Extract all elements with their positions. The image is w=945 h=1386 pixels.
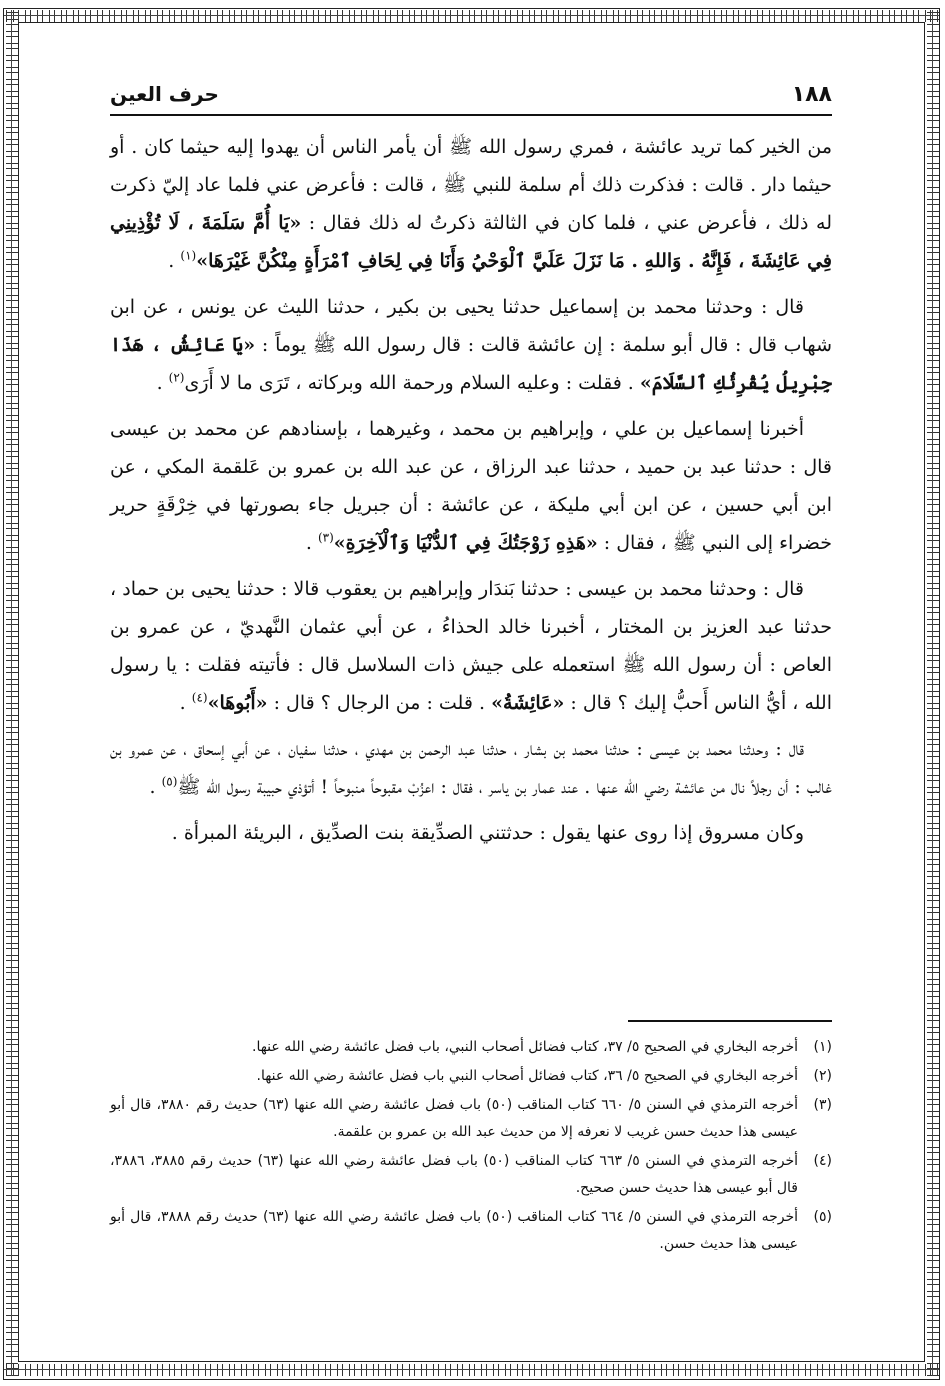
footnote-number: (٥)	[813, 1209, 832, 1225]
footnote-text: أخرجه الترمذي في السنن ٥/ ٦٦٠ كتاب المناقب (٥٠) باب فضل عائشة رضي الله عنها (٦٣) حديث رقم ٣٨٨٠، قال أبو عيسى هذا حديث حسن غريب لا نعرفه إلا من حديث عبد الله بن عمرو بن علقمة.	[110, 1097, 799, 1140]
paragraph-text: .	[149, 776, 162, 798]
hadith-quote: «يَا عَائِشُ ، هَذَا جِبْرِيلُ يُقْرِئُكِ ٱلسَّلَامَ»	[110, 334, 832, 394]
frame-chain-top	[4, 10, 939, 22]
footnote-number: (٣)	[813, 1097, 832, 1113]
paragraph-text: قال : وحدثنا محمد بن عيسى : حدثنا بَندَار وإبراهيم بن يعقوب قالا : حدثنا يحيى بن حماد ، حدثنا عبد العزيز بن المختار ، أخبرنا خالد الحذاءُ ، عن أبي عثمان النَّهديّ ، عن عمرو بن العاص : أن رسول الله ﷺ استعمله على جيش ذات السلاسل قال : فأتيته فقلت : يا رسول الله ، أيُّ الناس أَحبُّ إليك ؟ قال :	[110, 578, 832, 714]
paragraph-text: . فقلت : وعليه السلام ورحمة الله وبركاته ، تَرَى ما لا أَرَى	[184, 372, 640, 394]
paragraph-text: أخبرنا إسماعيل بن علي ، وإبراهيم بن محمد ، وغيرهما ، بإسنادهم عن محمد بن عيسى قال : حدثنا عبد بن حميد ، حدثنا عبد الرزاق ، عن عبد الله بن عمرو بن عَلقمة المكي ، عن ابن أبي حسين ، عن ابن أبي مليكة ، عن عائشة : أن جبريل جاء بصورتها في خِرْقَةٍ حرير خضراء إلى النبي ﷺ ، فقال :	[110, 418, 832, 554]
paragraph	[110, 730, 832, 806]
paragraph-text: .	[305, 532, 318, 554]
footnote	[110, 1148, 832, 1202]
hadith-quote: «يَا أُمَّ سَلَمَةَ ، لَا تُؤْذِينِي فِي عَائِشَةَ ، فَإِنَّهُ . وَاللهِ . مَا نَزَلَ عَلَيَّ ٱلْوَحْيُ وَأَنَا فِي لِحَافِ ٱمْرَأَةٍ مِنْكُنَّ غَيْرَهَا»	[110, 212, 832, 272]
page-number: ١٨٨	[791, 82, 832, 107]
paragraph-text: وكان مسروق إذا روى عنها يقول : حدثتني الصدِّيقة بنت الصدِّيق ، البريئة المبرأة .	[171, 822, 804, 844]
paragraph-text: . قلت : من الرجال ؟ قال :	[267, 692, 492, 714]
paragraph-text: .	[179, 692, 192, 714]
footnote-marker: (٤)	[191, 690, 208, 705]
paragraph-text: من الخير كما تريد عائشة ، فمري رسول الله ﷺ أن يأمر الناس أن يهدوا إليه حيثما كان . أو حيثما دار . قالت : فذكرت ذلك أم سلمة للنبي ﷺ ، قالت : فأعرض عني فلما عاد إليّ ذكرت له ذلك ، فأعرض عني ، فلما كان في الثالثة ذكرتُ له ذلك فقال :	[110, 136, 833, 234]
frame-chain-left	[6, 10, 18, 1376]
footnote-text: أخرجه البخاري في الصحيح ٥/ ٣٦، كتاب فضائل أصحاب النبي باب فضل عائشة رضي الله عنها.	[256, 1068, 798, 1084]
main-text	[110, 128, 832, 860]
running-title: حرف العين	[110, 82, 219, 106]
footnote-separator	[628, 1020, 832, 1022]
hadith-quote: «أَبُوهَا»	[207, 692, 268, 714]
footnote-marker: (١)	[180, 248, 197, 263]
page-header	[110, 78, 832, 116]
paragraph-text: .	[168, 250, 181, 272]
footnote	[110, 1204, 832, 1258]
hadith-quote: «هَذِهِ زَوْجَتُكَ فِي ٱلدُّنْيَا وَٱلْآخِرَةِ»	[333, 532, 598, 554]
paragraph-text: قال : وحدثنا محمد بن إسماعيل حدثنا يحيى بن بكير ، حدثنا الليث عن يونس ، عن ابن شهاب قال : قال أبو سلمة : إن عائشة قالت : قال رسول الله ﷺ يوماً :	[110, 296, 832, 356]
paragraph-text: .	[156, 372, 169, 394]
footnote-number: (٤)	[813, 1153, 832, 1169]
footnote-number: (١)	[813, 1039, 832, 1055]
footnote-marker: (٥)	[161, 774, 178, 789]
footnote-marker: (٢)	[168, 370, 185, 385]
footnote-text: أخرجه الترمذي في السنن ٥/ ٦٦٤ كتاب المناقب (٥٠) باب فضل عائشة رضي الله عنها (٦٣) حديث رقم ٣٨٨٨، قال أبو عيسى هذا حديث حسن.	[110, 1209, 799, 1252]
paragraph	[110, 570, 832, 722]
paragraph	[110, 814, 832, 852]
footnote	[110, 1034, 832, 1061]
footnote-text: أخرجه الترمذي في السنن ٥/ ٦٦٣ كتاب المناقب (٥٠) باب فضل عائشة رضي الله عنها (٦٣) حديث رقم ٣٨٨٥، ٣٨٨٦، قال أبو عيسى هذا حديث حسن صحيح.	[110, 1153, 799, 1196]
paragraph	[110, 128, 832, 280]
footnotes	[110, 1034, 832, 1260]
frame-chain-right	[927, 10, 939, 1376]
footnote-marker: (٣)	[317, 530, 334, 545]
paragraph	[110, 288, 832, 402]
footnote-number: (٢)	[813, 1068, 832, 1084]
paragraph-text: قال : وحدثنا محمد بن عيسى : حدثنا محمد بن بشار ، حدثنا عبد الرحمن بن مهدي ، حدثنا سفيان ، عن أبي إسحاق ، عن عمرو بن غالب : أن رجلاً نال من عائشة رضي الله عنها . عند عمار بن ياسر ، فقال : اعزُبْ مقبوحاً منبوحاً ! أتؤذي حبيبة رسول الله ﷺ	[110, 738, 832, 798]
footnote	[110, 1063, 832, 1090]
paragraph	[110, 410, 832, 562]
hadith-quote: «عَائِشَةُ»	[491, 692, 565, 714]
frame-chain-bottom	[4, 1364, 939, 1376]
footnote	[110, 1092, 832, 1146]
footnote-text: أخرجه البخاري في الصحيح ٥/ ٣٧، كتاب فضائل أصحاب النبي، باب فضل عائشة رضي الله عنها.	[252, 1039, 798, 1055]
